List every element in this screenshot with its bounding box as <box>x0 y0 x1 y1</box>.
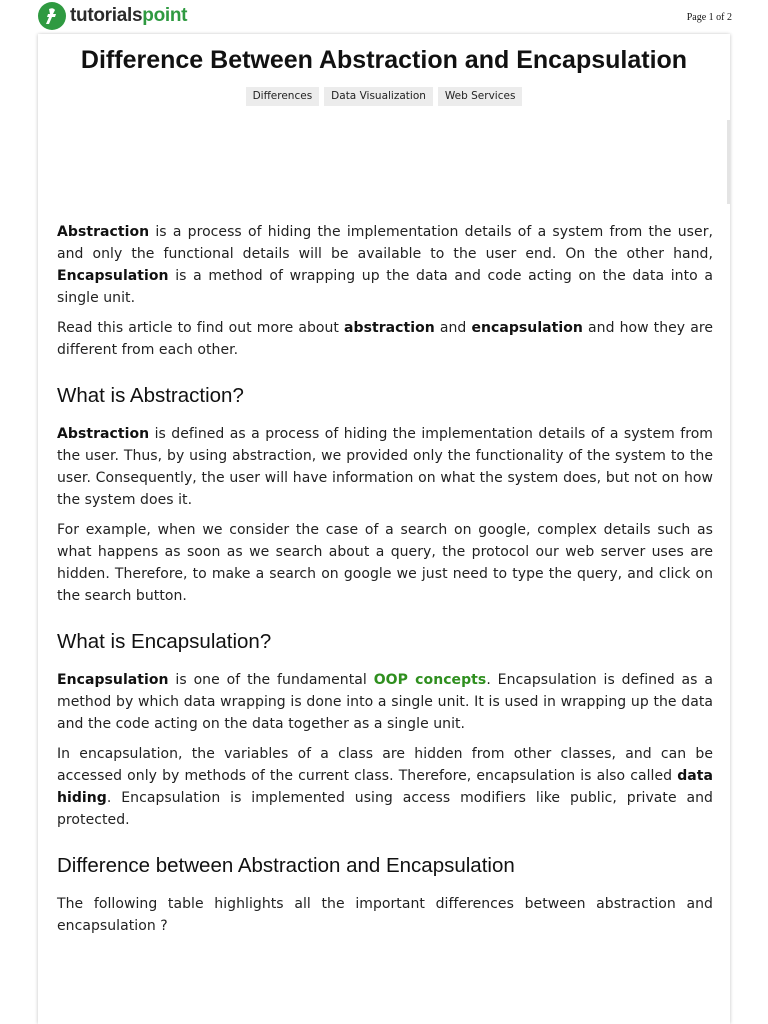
intro2-term-encapsulation: encapsulation <box>471 320 583 336</box>
intro2-term-abstraction: abstraction <box>344 320 435 336</box>
abstraction-paragraph-1 <box>57 423 713 511</box>
abstraction-text: is defined as a process of hiding the implementation details of a system from the user. Thus, by using abstraction, we provided only the functionality of the system to the user. Consequently, the user will have information on what the system does, but not on how the system does it. <box>57 426 713 508</box>
page-title: Difference Between Abstraction and Encapsulation <box>80 46 688 74</box>
page-indicator: Page 1 of 2 <box>686 12 732 23</box>
encapsulation-paragraph-1 <box>57 669 713 735</box>
tag-data-visualization[interactable]: Data Visualization <box>324 87 433 106</box>
encapsulation-text-2: . Encapsulation is defined as a method by which data wrapping is done into a single unit. It is used in wrapping up the data and the code acting on the data together as a single unit. <box>57 672 713 732</box>
intro-term-abstraction: Abstraction <box>57 224 150 240</box>
encapsulation-text-1: is one of the fundamental <box>168 672 374 688</box>
tag-list <box>0 87 768 106</box>
scroll-indicator[interactable] <box>727 120 730 204</box>
data-hiding-term: data hiding <box>57 768 713 806</box>
intro-term-encapsulation: Encapsulation <box>57 268 169 284</box>
tag-web-services[interactable]: Web Services <box>438 87 523 106</box>
intro2-text-3: and how they are different from each other. <box>57 320 713 358</box>
encapsulation2-text-1: In encapsulation, the variables of a class are hidden from other classes, and can be accessed only by methods of the current class. Therefore, encapsulation is also called <box>57 746 713 784</box>
difference-paragraph: The following table highlights all the important differences between abstraction and encapsulation ? <box>57 896 713 934</box>
heading-difference: Difference between Abstraction and Encapsulation <box>57 854 515 877</box>
intro-text-2: is a method of wrapping up the data and code acting on the data into a single unit. <box>57 268 713 306</box>
abstraction-term: Abstraction <box>57 426 150 442</box>
intro-paragraph-1 <box>57 221 713 309</box>
intro2-text-2: and <box>434 320 472 336</box>
logo-text-main: tutorials <box>70 5 143 26</box>
encapsulation-paragraph-2 <box>57 743 713 831</box>
heading-what-is-encapsulation: What is Encapsulation? <box>57 630 272 653</box>
abstraction-paragraph-2: For example, when we consider the case of a search on google, complex details such as what happens as soon as we search about a query, the protocol our web server uses are hidden. Therefore, to make a search on google we just need to type the query, and click on the search button. <box>57 522 713 604</box>
encapsulation-term: Encapsulation <box>57 672 169 688</box>
logo-text <box>70 5 187 27</box>
tutorialspoint-logo[interactable] <box>38 2 187 30</box>
intro-text-1: is a process of hiding the implementation details of a system from the user, and only the functional details will be available to the user end. On the other hand, <box>57 224 713 262</box>
oop-concepts-link[interactable]: OOP concepts <box>373 672 487 688</box>
encapsulation2-text-2: . Encapsulation is implemented using access modifiers like public, private and protected. <box>57 790 713 828</box>
heading-what-is-abstraction: What is Abstraction? <box>57 384 244 407</box>
tag-differences[interactable]: Differences <box>246 87 320 106</box>
intro-paragraph-2 <box>57 317 713 361</box>
article-body <box>57 221 713 945</box>
logo-text-accent: point <box>142 5 188 26</box>
intro2-text-1: Read this article to find out more about <box>57 320 345 336</box>
logo-icon <box>38 2 66 30</box>
page-header <box>0 0 768 34</box>
